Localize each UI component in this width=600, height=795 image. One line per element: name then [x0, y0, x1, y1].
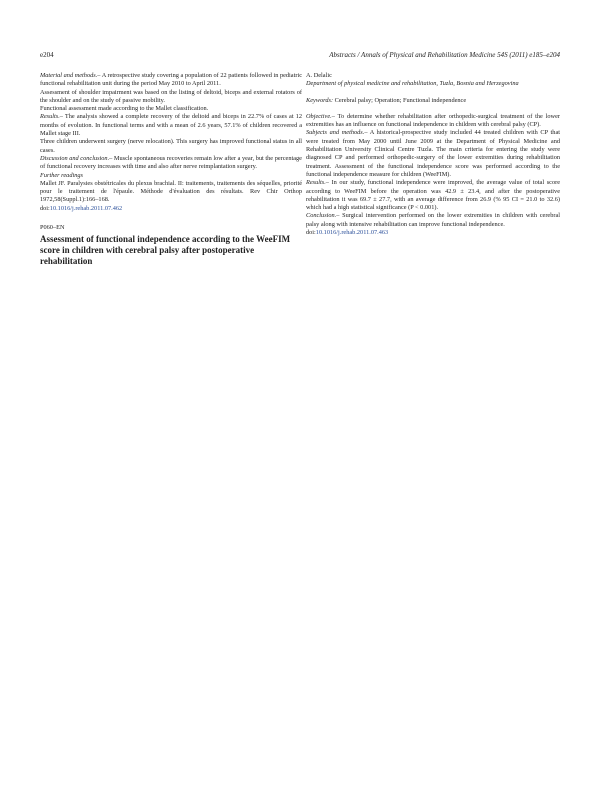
surgery-paragraph: Three children underwent surgery (nerve relocation). This surgery has improved functional status in all cases. — [40, 138, 302, 154]
reference-entry: Mallet JF. Paralysies obstétricales du plexus brachial. II: traitements, traitements des séquelles, priorité pour le traitement de l'épaule. Méthode d'évaluation des résultats. Rev Chir Orthop 1972,58(Suppl.1):166–168. — [40, 179, 302, 204]
left-column — [40, 72, 302, 267]
abstract-id: P060–EN — [40, 224, 65, 232]
objective-label: Objective.– — [306, 112, 335, 120]
conclusion-paragraph — [306, 212, 560, 229]
discussion-paragraph — [40, 155, 302, 172]
keywords-label: Keywords: — [306, 96, 334, 104]
discussion-text: Muscle spontaneous recoveries remain low after a year, but the percentage of functional recovery increases with time and also after nerve reimplantation surgery. — [40, 154, 302, 171]
doi-prefix: doi: — [306, 229, 316, 237]
affiliation-line: Department of physical medicine and rehabilitation, Tuzla, Bosnia and Herzegovina — [306, 80, 519, 88]
subjects-methods-text: A historical-prospective study included 44 treated children with CP that were treated from May 2000 until June 2009 at the Department of Physical Medicine and Rehabilitation University Clinical Centre Tuzla. The main criteria for entering the study were diagnosed CP and performed orthopedic-surgery of the lower extremities during rehabilitation treatment. Assessment of the functional independence score was performed according to the functional independence measure for children (WeeFIM). — [306, 129, 560, 178]
objective-text: To determine whether rehabilitation after orthopedic-surgical treatment of the lower extremities has an influence on functional independence in children with cerebral palsy (CP). — [306, 112, 560, 129]
results-paragraph — [306, 179, 560, 212]
right-column — [306, 72, 560, 237]
results-label: Results.– — [40, 113, 63, 121]
doi-line — [306, 229, 560, 237]
results-label: Results.– — [306, 179, 329, 187]
page-number: e204 — [40, 51, 54, 59]
conclusion-text: Surgical intervention performed on the lower extremities in children with cerebral palsy along with intensive rehabilitation can improve functional independence. — [306, 212, 560, 228]
results-paragraph — [40, 113, 302, 138]
abstract-title: Assessment of functional independence according to the WeeFIM score in children with cerebral palsy after postoperative rehabilitation — [40, 234, 291, 267]
doi-line — [40, 205, 302, 213]
assessment-paragraph: Assessment of shoulder impairment was based on the listing of deltoid, biceps and external rotators of the shoulder and on the study of passive mobility. — [40, 88, 302, 104]
doi-link[interactable]: 10.1016/j.rehab.2011.07.463 — [315, 229, 389, 237]
further-readings-heading: Further readings — [40, 171, 83, 179]
objective-paragraph — [306, 113, 560, 130]
journal-citation: Abstracts / Annals of Physical and Rehabilitation Medicine 54S (2011) e185–e204 — [329, 51, 560, 59]
subjects-methods-label: Subjects and methods.– — [306, 129, 368, 137]
doi-prefix: doi: — [40, 204, 50, 212]
doi-link[interactable]: 10.1016/j.rehab.2011.07.462 — [49, 204, 123, 212]
material-methods-paragraph — [40, 72, 302, 89]
discussion-label: Discussion and conclusion.– — [40, 154, 113, 162]
material-methods-label: Material and methods.– — [40, 72, 101, 79]
results-text: The analysis showed a complete recovery of the deltoid and biceps in 22.7% of cases at 12 months of evolution. In functional terms and with a mean of 2.6 years, 57.1% of children recovered a Mallet stage III. — [40, 113, 302, 138]
keywords-paragraph — [306, 97, 560, 105]
keywords-text: Cerebral palsy; Operation; Functional independence — [333, 96, 467, 104]
results-text: In our study, functional independence were improved, the average value of total score according to WeeFIM before the operation was 42.9 ± 23.4, and after the postoperative rehabilitation it was 69.7 ± 27.7, with an average difference from 26.9 (% 95 CI = 21.0 to 32.6) which had a high statistical significance (P < 0.001). — [306, 179, 560, 212]
material-methods-text: A retrospective study covering a population of 22 patients followed in pediatric functional rehabilitation unit during the period May 2010 to April 2011. — [40, 72, 302, 88]
author-line: A. Delalic — [306, 72, 332, 79]
functional-paragraph: Functional assessment made according to the Mallet classification. — [40, 105, 209, 113]
conclusion-label: Conclusion.– — [306, 212, 340, 220]
running-header — [40, 51, 560, 61]
subjects-methods-paragraph — [306, 129, 560, 179]
